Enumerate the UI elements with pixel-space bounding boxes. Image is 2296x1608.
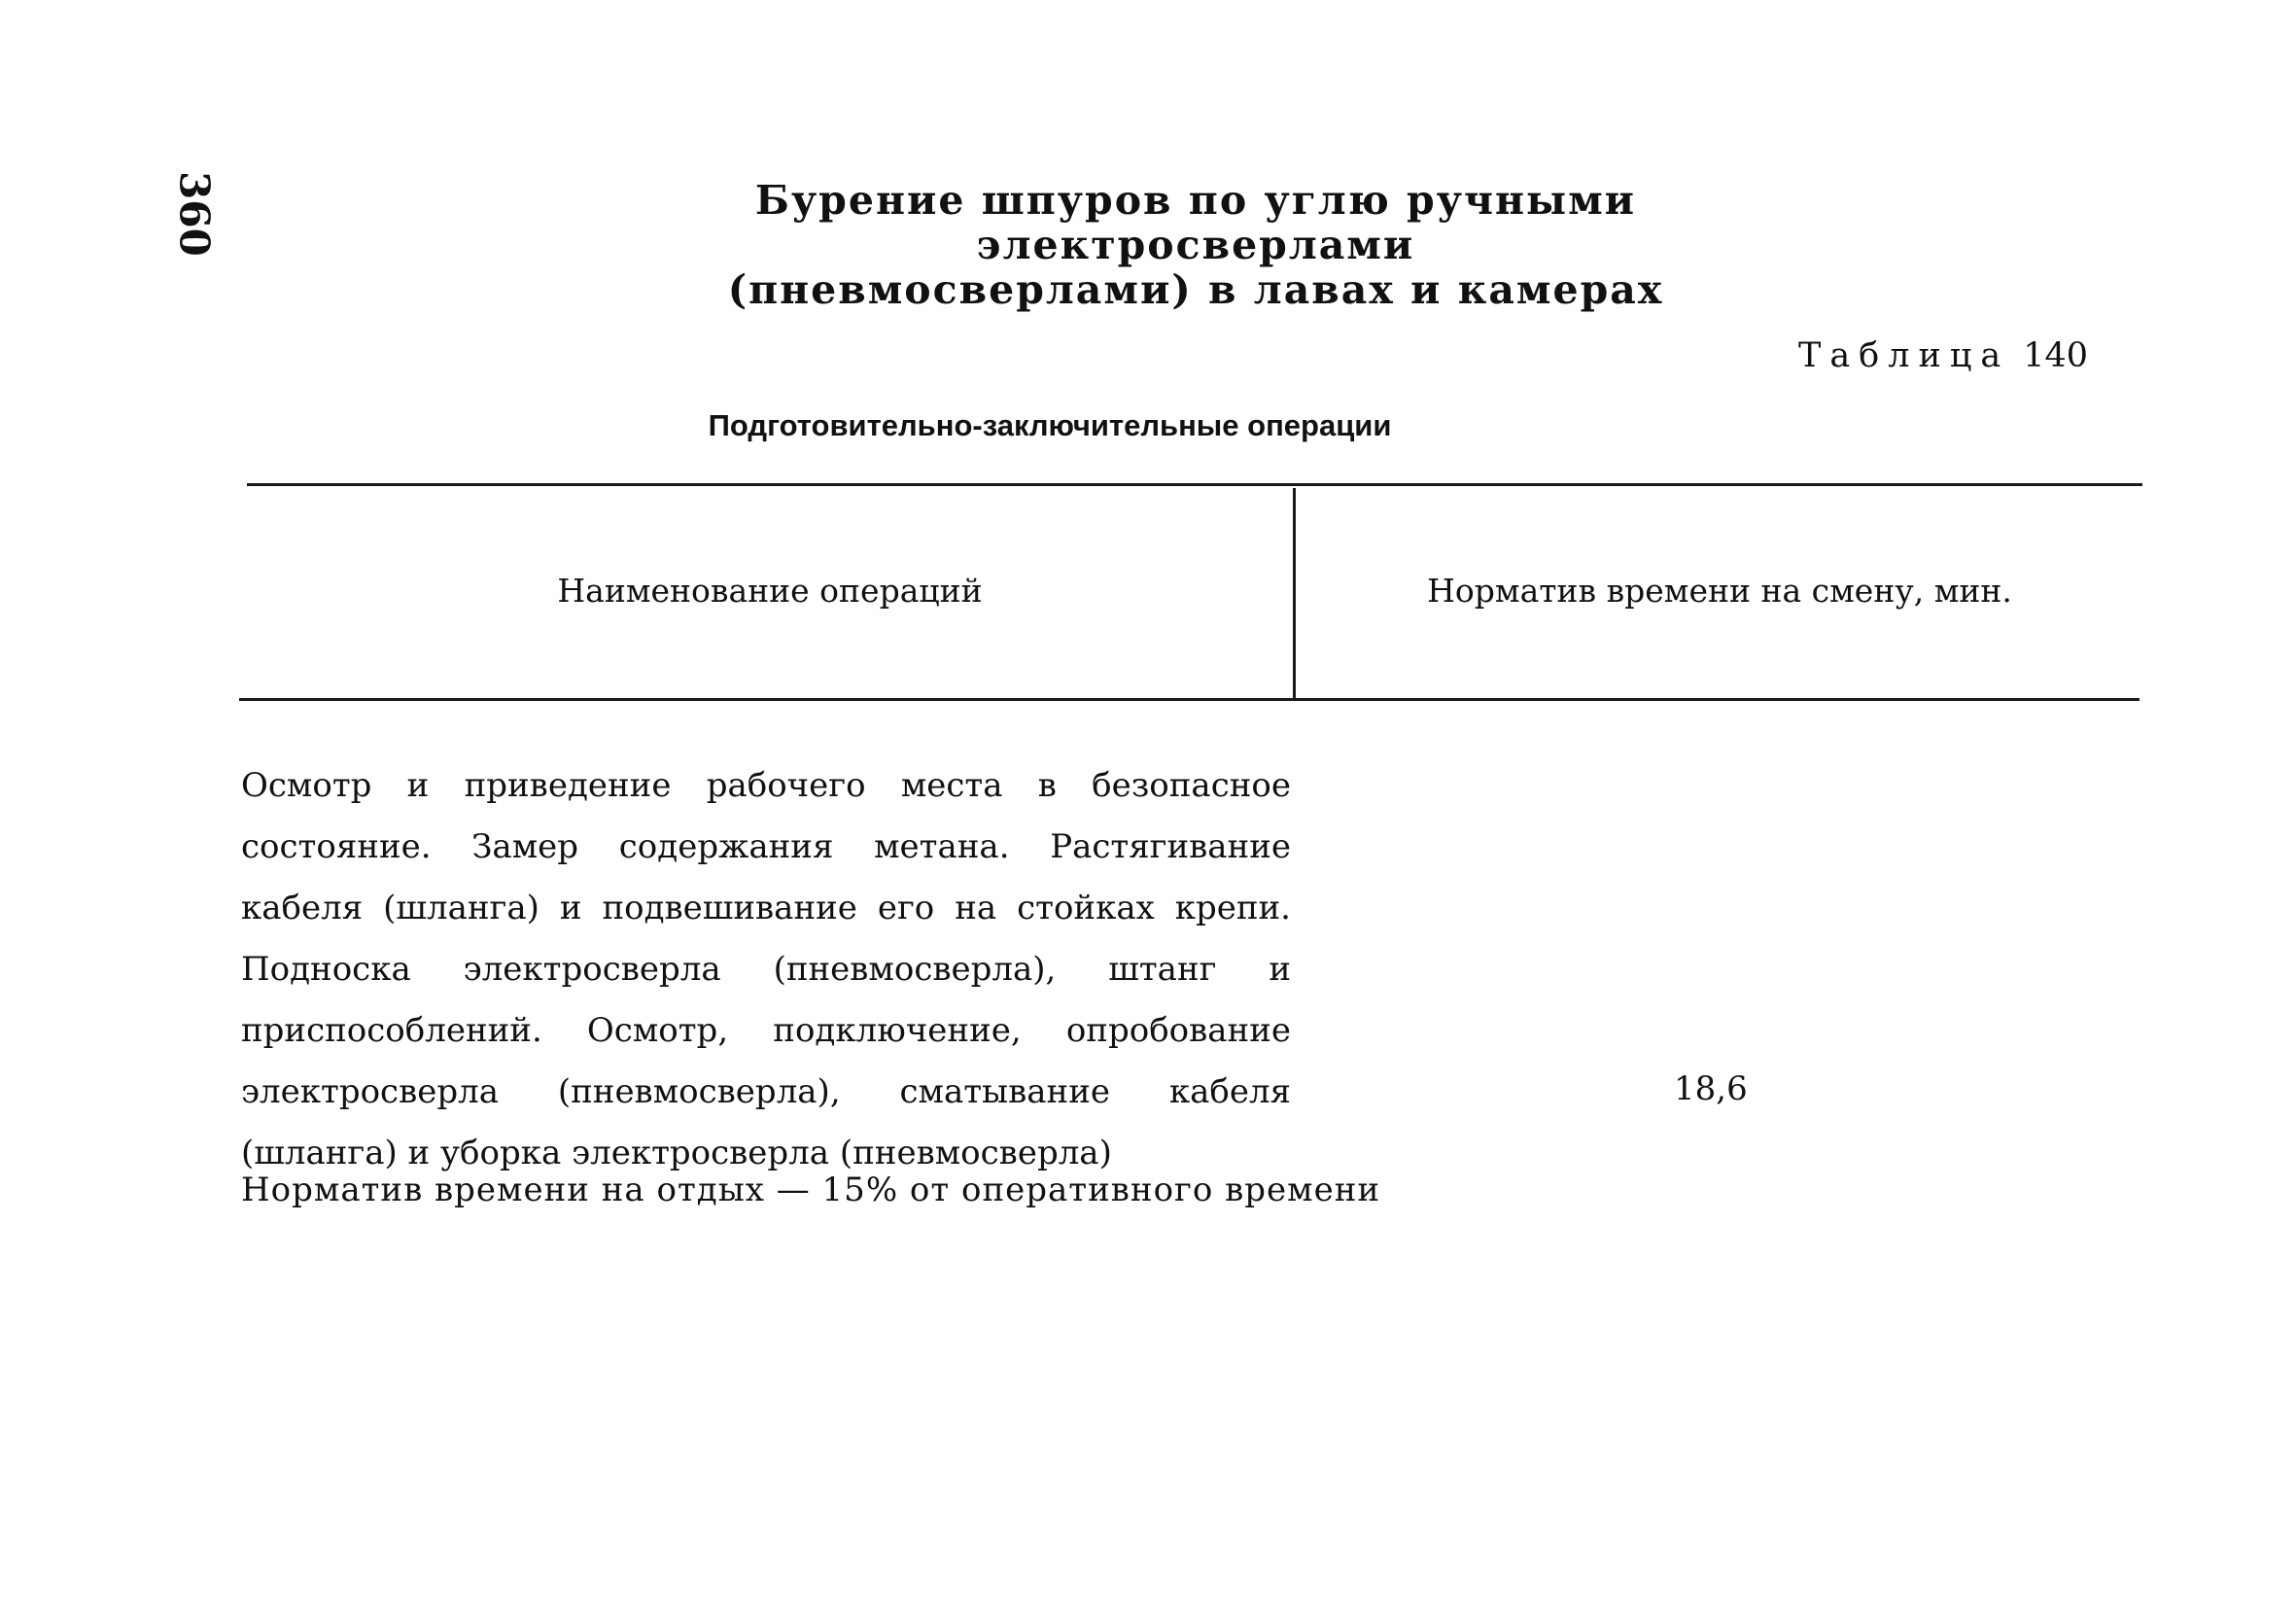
operation-description: Осмотр и приведение рабочего места в безопасное состояние. Замер содержания метана. Растягивание кабеля (шланга) и подвешивание его на стойках крепи. Подноска электросверла (пневмосверла), штанг и приспособлений. Осмотр, подключение, опробование электросверла (пневмосверла), сматывание кабеля (шланга) и уборка электросверла (пневмосверла) [241,766,1291,1172]
page-title [564,178,1827,312]
table-word: Таблица [1797,336,2010,375]
table-header-bottom-rule [239,698,2139,701]
column-header-norm: Норматив времени на смену, мин. [1427,572,2012,610]
table-number: 140 [2023,336,2088,375]
table-column-divider [1293,488,1296,698]
title-line-2: (пневмосверлами) в лавах и камерах [727,266,1664,313]
norm-value: 18,6 [1674,1069,1748,1108]
rest-norm-note: Норматив времени на отдых — 15% от оперативного времени [241,1171,1381,1209]
title-line-1: Бурение шпуров по углю ручными электросверлами [754,177,1637,268]
table-label [1798,336,2088,375]
page-number: 360 [170,171,219,257]
table-subtitle: Подготовительно-заключительные операции [708,408,1392,442]
column-header-operations: Наименование операций [557,572,983,610]
table-top-rule [247,483,2142,486]
